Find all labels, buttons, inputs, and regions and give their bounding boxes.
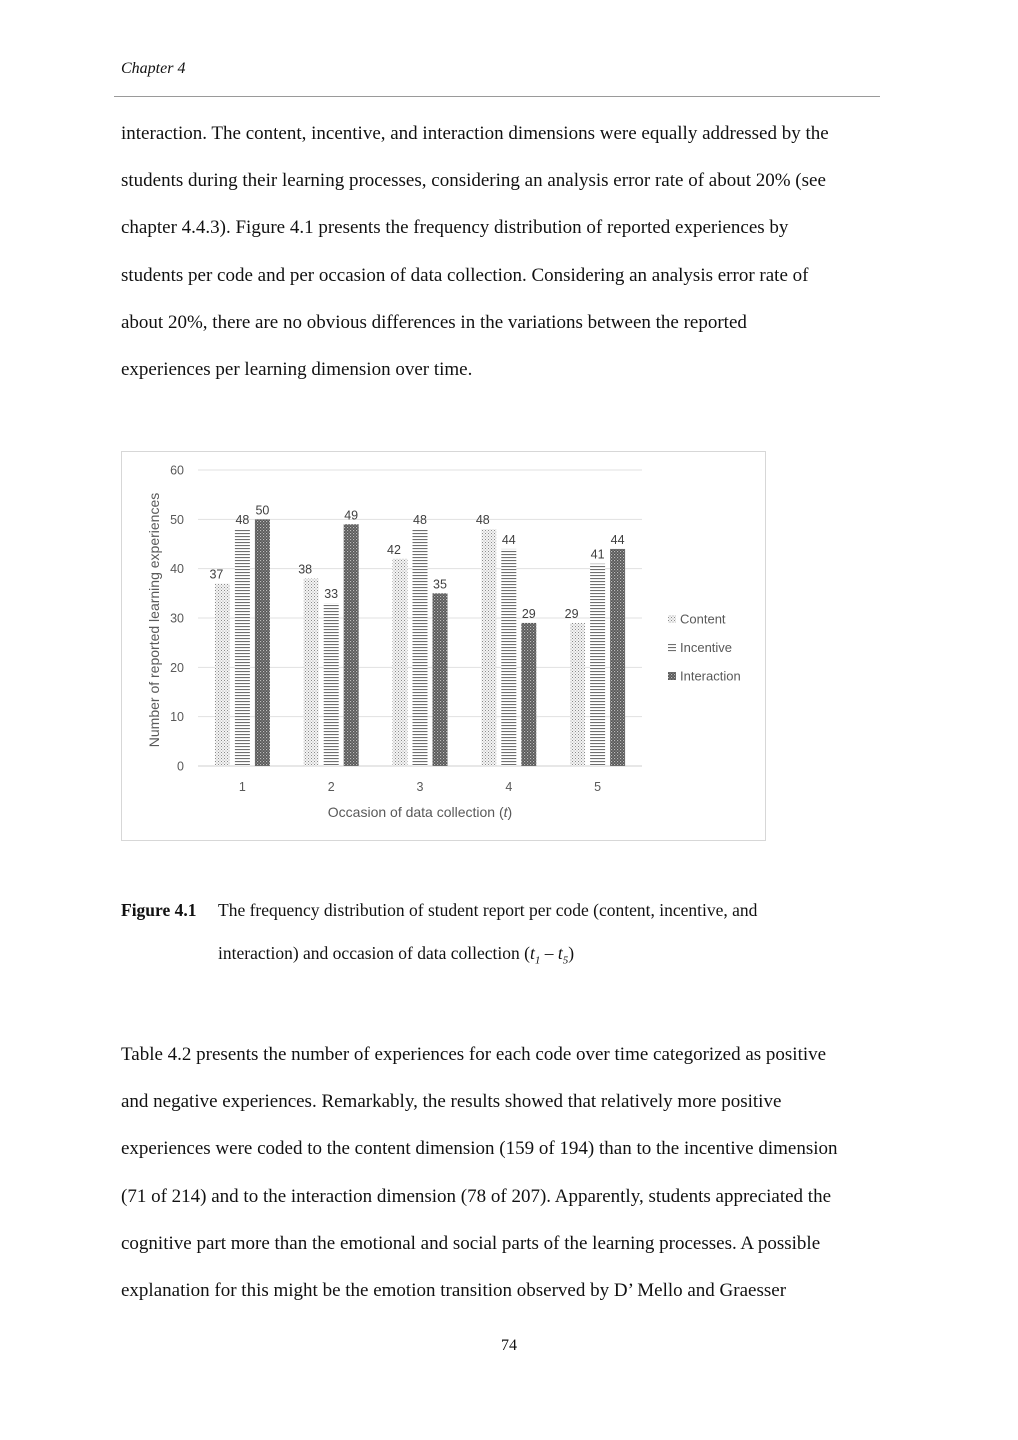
legend-label-interaction: Interaction bbox=[680, 668, 741, 684]
y-axis-title: Number of reported learning experiences bbox=[146, 492, 162, 748]
header-rule bbox=[114, 96, 880, 97]
text-line: experiences per learning dimension over time. bbox=[121, 358, 473, 380]
bar-interaction bbox=[610, 549, 625, 766]
bar-content bbox=[215, 583, 230, 766]
y-tick-label: 50 bbox=[170, 512, 184, 527]
bar-incentive bbox=[235, 529, 250, 766]
caption-text-end: ) bbox=[568, 943, 575, 963]
bar-interaction bbox=[344, 524, 359, 766]
bar-incentive bbox=[590, 564, 605, 766]
data-label: 50 bbox=[255, 503, 270, 518]
text-line: and negative experiences. Remarkably, the results showed that relatively more positive bbox=[121, 1091, 782, 1113]
x-tick-label: 2 bbox=[327, 780, 335, 794]
data-label: 48 bbox=[413, 513, 427, 528]
data-label: 48 bbox=[475, 513, 490, 528]
bar-incentive bbox=[324, 603, 339, 766]
figure-chart-box bbox=[121, 451, 766, 841]
data-label: 29 bbox=[521, 606, 536, 621]
data-label: 42 bbox=[387, 542, 401, 557]
paragraph-results bbox=[121, 1031, 911, 1314]
legend-swatch-incentive bbox=[668, 644, 676, 652]
data-label: 37 bbox=[209, 567, 224, 582]
page-number: 74 bbox=[501, 1337, 517, 1354]
caption-t5: $t_5$ bbox=[557, 943, 569, 967]
y-tick-label: 30 bbox=[170, 611, 184, 626]
bar-interaction bbox=[433, 593, 448, 766]
y-tick-label: 60 bbox=[170, 463, 184, 478]
text-line: chapter 4.4.3). Figure 4.1 presents the frequency distribution of reported experiences by bbox=[121, 217, 789, 239]
x-tick-label: 5 bbox=[594, 780, 602, 794]
y-tick-label: 0 bbox=[177, 759, 184, 774]
text-line: explanation for this might be the emotion transition observed by D’ Mello and Graesser bbox=[121, 1279, 787, 1301]
caption-line-2 bbox=[218, 943, 574, 967]
text-line: cognitive part more than the emotional and social parts of the learning processes. A possible bbox=[121, 1232, 821, 1254]
text-line: Table 4.2 presents the number of experiences for each code over time categorized as positive bbox=[121, 1044, 827, 1065]
bar-content bbox=[304, 579, 319, 766]
bar-content bbox=[481, 529, 496, 766]
legend-swatch-interaction bbox=[668, 672, 676, 680]
data-label: 33 bbox=[324, 587, 339, 602]
caption-text: interaction) and occasion of data collection ( bbox=[218, 943, 530, 963]
bar-interaction bbox=[521, 623, 536, 766]
running-header: Chapter 4 bbox=[121, 60, 186, 77]
bar-incentive bbox=[413, 529, 428, 766]
bar-chart bbox=[122, 452, 767, 842]
text-line: experiences were coded to the content dimension (159 of 194) than to the incentive dimension bbox=[121, 1138, 838, 1160]
data-label: 29 bbox=[564, 606, 579, 621]
text-line: students per code and per occasion of data collection. Considering an analysis error rate of bbox=[121, 264, 809, 286]
data-label: 48 bbox=[235, 513, 250, 528]
data-label: 44 bbox=[501, 532, 516, 547]
y-tick-label: 10 bbox=[170, 710, 184, 725]
text-line: interaction. The content, incentive, and interaction dimensions were equally addressed by the bbox=[121, 123, 829, 144]
legend-label-incentive: Incentive bbox=[680, 640, 733, 655]
legend-swatch-content bbox=[668, 615, 676, 623]
legend-label-content: Content bbox=[680, 611, 726, 627]
x-axis-title: Occasion of data collection (t) bbox=[327, 804, 513, 820]
caption-line-1: The frequency distribution of student report per code (content, incentive, and bbox=[218, 900, 758, 920]
y-tick-label: 20 bbox=[170, 660, 184, 675]
caption-dash: – bbox=[540, 943, 558, 963]
x-tick-label: 3 bbox=[416, 780, 424, 794]
x-tick-label: 1 bbox=[238, 780, 246, 794]
data-label: 38 bbox=[298, 562, 313, 577]
text-line: (71 of 214) and to the interaction dimension (78 of 207). Apparently, students appreciated the bbox=[121, 1185, 832, 1207]
data-label: 44 bbox=[610, 532, 625, 547]
caption-label: Figure 4.1 bbox=[121, 900, 197, 920]
data-label: 49 bbox=[344, 508, 359, 523]
bar-content bbox=[393, 559, 408, 766]
bar-interaction bbox=[255, 519, 270, 766]
data-label: 41 bbox=[590, 547, 605, 562]
x-tick-label: 4 bbox=[505, 780, 513, 794]
bar-content bbox=[570, 623, 585, 766]
bar-incentive bbox=[501, 549, 516, 766]
text-line: about 20%, there are no obvious differences in the variations between the reported bbox=[121, 311, 747, 333]
text-line: students during their learning processes, considering an analysis error rate of about 20% (see bbox=[121, 170, 826, 192]
data-label: 35 bbox=[433, 577, 447, 592]
paragraph-intro bbox=[121, 110, 911, 393]
y-tick-label: 40 bbox=[170, 562, 184, 577]
caption-t1: $t_1$ bbox=[529, 943, 541, 967]
